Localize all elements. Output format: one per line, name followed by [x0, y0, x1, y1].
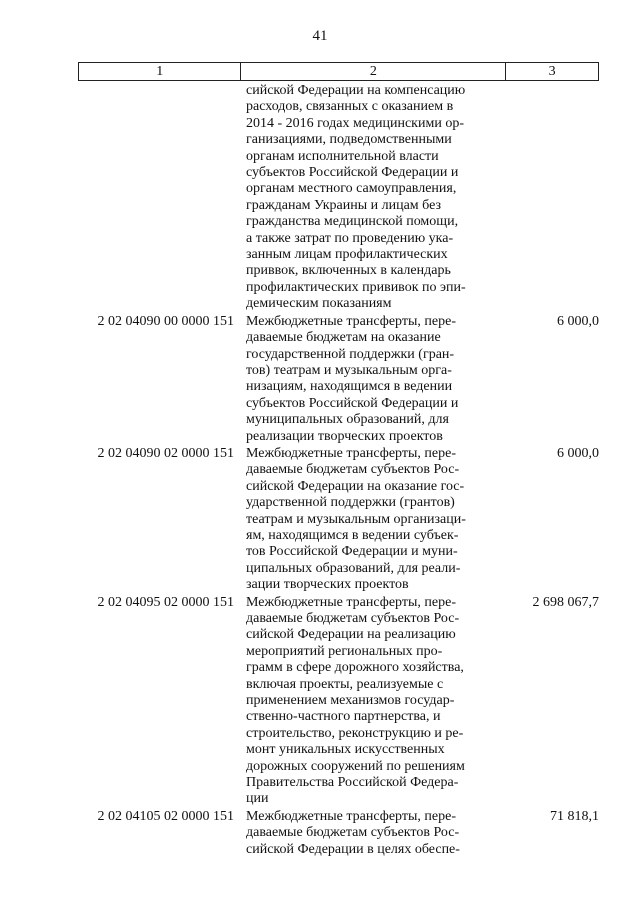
column-header-1: 1	[79, 63, 241, 80]
table-header	[78, 62, 599, 81]
table-body	[78, 83, 603, 858]
row-description: Межбюджетные трансферты, пере- даваемые бюджетам на оказание государственной поддержки (гран- тов) театрам и музыкальным орга- низациям, находящимся в ведении субъектов Российской Федерации и муниципальных образований, для реализации творческих проектов	[246, 313, 459, 444]
table-row	[78, 314, 603, 445]
table-row	[78, 446, 603, 594]
row-amount: 6 000,0	[557, 445, 599, 461]
budget-code: 2 02 04090 00 0000 151	[97, 313, 234, 329]
budget-code: 2 02 04105 02 0000 151	[97, 808, 234, 824]
row-amount: 71 818,1	[550, 808, 599, 824]
budget-code: 2 02 04095 02 0000 151	[97, 594, 234, 610]
row-description: Межбюджетные трансферты, пере- даваемые бюджетам субъектов Рос- сийской Федерации на оказание гос- ударственной поддержки (грантов) театрам и музыкальным организаци- ям, находящимся в ведении субъек- тов Российской Федерации и муни- ципальных образований, для реали- зации творческих проектов	[246, 445, 466, 593]
row-amount: 2 698 067,7	[532, 594, 599, 610]
table-row	[78, 809, 603, 858]
row-amount: 6 000,0	[557, 313, 599, 329]
page-number: 41	[312, 28, 328, 44]
column-header-3: 3	[548, 64, 556, 79]
row-description: Межбюджетные трансферты, пере- даваемые бюджетам субъектов Рос- сийской Федерации на реализацию мероприятий региональных про- грамм в сфере дорожного хозяйства, включая проекты, реализуемые с применением механизмов государ- ственно-частного партнерства, и строительство, реконструкцию и ре- монт уникальных искусственных дорожных сооружений по решениям Правительства Российской Федера- ции	[246, 594, 465, 807]
table-row	[78, 83, 603, 313]
column-header-2: 2	[241, 63, 506, 80]
table-row	[78, 595, 603, 808]
row-description: сийской Федерации на компенсацию расходов, связанных с оказанием в 2014 - 2016 годах медицинскими ор- ганизациями, подведомственными органам исполнительной власти субъектов Российской Федерации и органам местного самоуправления, гражданам Украины и лицам без гражданства медицинской помощи, а также затрат по проведению ука- занным лицам профилактических приввок, включенных в календарь профилактических прививок по эпи- демическим показаниям	[246, 83, 466, 312]
row-description: Межбюджетные трансферты, пере- даваемые бюджетам субъектов Рос- сийской Федерации в целях обеспе-	[246, 808, 460, 857]
budget-code: 2 02 04090 02 0000 151	[97, 445, 234, 461]
